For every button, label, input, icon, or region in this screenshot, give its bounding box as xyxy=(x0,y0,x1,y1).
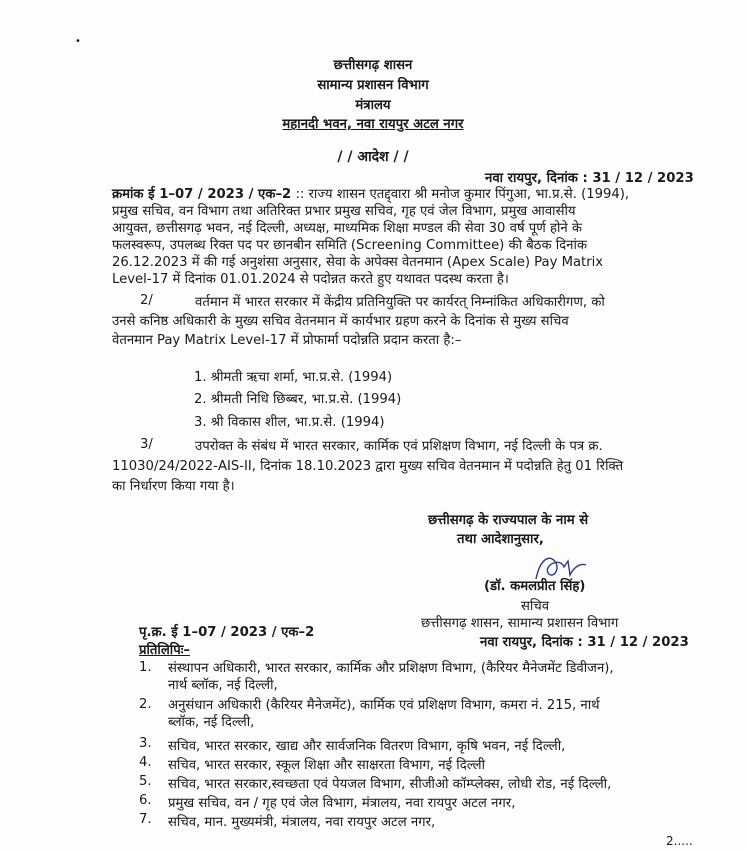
para-1-line: फलस्वरूप, उपलब्ध रिक्त पद पर छानबीन समिति (Screening Committee) की बैठक दिनांक xyxy=(112,238,588,253)
copy-item-number: 7. xyxy=(139,812,152,827)
para-1-line: :: राज्य शासन एतद्द्वारा श्री मनोज कुमार पिंगुआ, भा.प्र.से. (1994), xyxy=(295,187,630,202)
para-1-line: Level-17 में दिनांक 01.01.2024 से पदोन्नत करते हुए यथावत पदस्थ करता है। xyxy=(112,272,509,287)
para-1-line: आयुक्त, छत्तीसगढ़ भवन, नई दिल्ली, अध्यक्ष, माध्यमिक शिक्षा मण्डल की सेवा 30 वर्ष पूर्ण होने के xyxy=(112,221,583,236)
para-1-line: 26.12.2023 में की गई अनुशंसा अनुसार, सेवा के अपेक्स वेतनमान (Apex Scale) Pay Matrix xyxy=(112,255,604,270)
copy-item-number: 1. xyxy=(139,660,152,675)
officer-item: 3. श्री विकास शील, भा.प्र.से. (1994) xyxy=(194,415,385,430)
signatory-designation: सचिव xyxy=(521,599,550,614)
para-3-line: 11030/24/2022-AIS-II, दिनांक 18.10.2023 द्वारा मुख्य सचिव वेतनमान में पदोन्नति हेतु 01 रिक्ति xyxy=(112,459,624,474)
copy-item-number: 6. xyxy=(139,793,152,808)
para-2 xyxy=(112,293,605,350)
signatory-name: (डॉ. कमलप्रीत सिंह) xyxy=(484,579,586,594)
para-3-number: 3/ xyxy=(140,437,153,452)
para-2-line: उनसे कनिष्ठ अधिकारी के मुख्य सचिव वेतनमान में कार्यभार ग्रहण करने के दिनांक से मुख्य सचिव xyxy=(112,314,569,329)
copy-item: प्रमुख सचिव, वन / गृह एवं जेल विभाग, मंत्रालय, नवा रायपुर अटल नगर, xyxy=(168,796,516,811)
copy-item: सचिव, भारत सरकार, खाद्य और सार्वजनिक वितरण विभाग, कृषि भवन, नई दिल्ली, xyxy=(168,739,566,754)
para-2-number: 2/ xyxy=(140,293,153,308)
address: महानदी भवन, नवा रायपुर अटल नगर xyxy=(282,117,464,132)
para-3-line: उपरोक्त के संबंध में भारत सरकार, कार्मिक एवं प्रशिक्षण विभाग, नई दिल्ली के पत्र क्र. xyxy=(195,439,603,454)
para-2-line: वेतनमान Pay Matrix Level-17 में प्रोफार्मा पदोन्नति प्रदान करता है:– xyxy=(112,333,462,348)
governor-order-line: छत्तीसगढ़ के राज्यपाल के नाम से xyxy=(428,513,589,528)
copy-item-number: 5. xyxy=(139,774,152,789)
copy-item: सचिव, मान. मुख्यमंत्री, मंत्रालय, नवा रायपुर अटल नगर, xyxy=(168,815,436,830)
govt-name: छत्तीसगढ़ शासन xyxy=(333,58,413,73)
para-3 xyxy=(112,437,623,497)
para-3-line: का निर्धारण किया गया है। xyxy=(112,479,235,494)
para-1-line: प्रमुख सचिव, वन विभाग तथा अतिरिक्त प्रभार प्रमुख सचिव, गृह एवं जेल विभाग, प्रमुख आवासीय xyxy=(112,204,576,219)
copy-item: अनुसंधान अधिकारी (कैरियर मैनेजमेंट), कार्मिक एवं प्रशिक्षण विभाग, कमरा नं. 215, नार्थ ब्लॉक, नई दिल्ली, xyxy=(168,698,600,730)
copy-item-number: 4. xyxy=(139,755,152,770)
para-1 xyxy=(112,186,629,288)
copy-to-label: प्रतिलिपिः– xyxy=(139,643,190,658)
copy-item-number: 3. xyxy=(139,736,152,751)
governor-order-line: तथा आदेशानुसार, xyxy=(457,532,544,547)
next-page-marker: 2..... xyxy=(666,834,693,848)
officer-item: 1. श्रीमती ऋचा शर्मा, भा.प्र.से. (1994) xyxy=(194,370,393,385)
signatory-department: छत्तीसगढ़ शासन, सामान्य प्रशासन विभाग xyxy=(421,616,619,631)
department-name: सामान्य प्रशासन विभाग xyxy=(317,78,429,93)
endorsement-ref: पृ.क्र. ई 1–07 / 2023 / एक–2 xyxy=(139,625,315,640)
signature-place-date: नवा रायपुर, दिनांक : 31 / 12 / 2023 xyxy=(480,635,689,650)
copy-item: संस्थापन अधिकारी, भारत सरकार, कार्मिक और प्रशिक्षण विभाग, (कैरियर मैनेजमेंट डिवीजन), नार्थ ब्लॉक, नई दिल्ली, xyxy=(168,661,614,693)
para-2-line: वर्तमान में भारत सरकार में केंद्रीय प्रतिनियुक्ति पर कार्यरत् निम्नांकित अधिकारीगण, को xyxy=(195,295,605,310)
officer-item: 2. श्रीमती निधि छिब्बर, भा.प्र.से. (1994) xyxy=(194,392,402,407)
copy-item: सचिव, भारत सरकार, स्कूल शिक्षा और साक्षरता विभाग, नई दिल्ली xyxy=(168,758,486,773)
copy-item: सचिव, भारत सरकार,स्वच्छता एवं पेयजल विभाग, सीजीओ कॉम्प्लेक्स, लोधी रोड, नई दिल्ली, xyxy=(168,777,612,792)
margin-mark: • xyxy=(75,36,81,47)
secretariat: मंत्रालय xyxy=(355,98,391,113)
order-ref: क्रमांक ई 1–07 / 2023 / एक–2 xyxy=(112,187,292,202)
order-place-date: नवा रायपुर, दिनांक : 31 / 12 / 2023 xyxy=(485,171,694,186)
order-title: / / आदेश / / xyxy=(337,149,409,165)
copy-item-number: 2. xyxy=(139,697,152,712)
